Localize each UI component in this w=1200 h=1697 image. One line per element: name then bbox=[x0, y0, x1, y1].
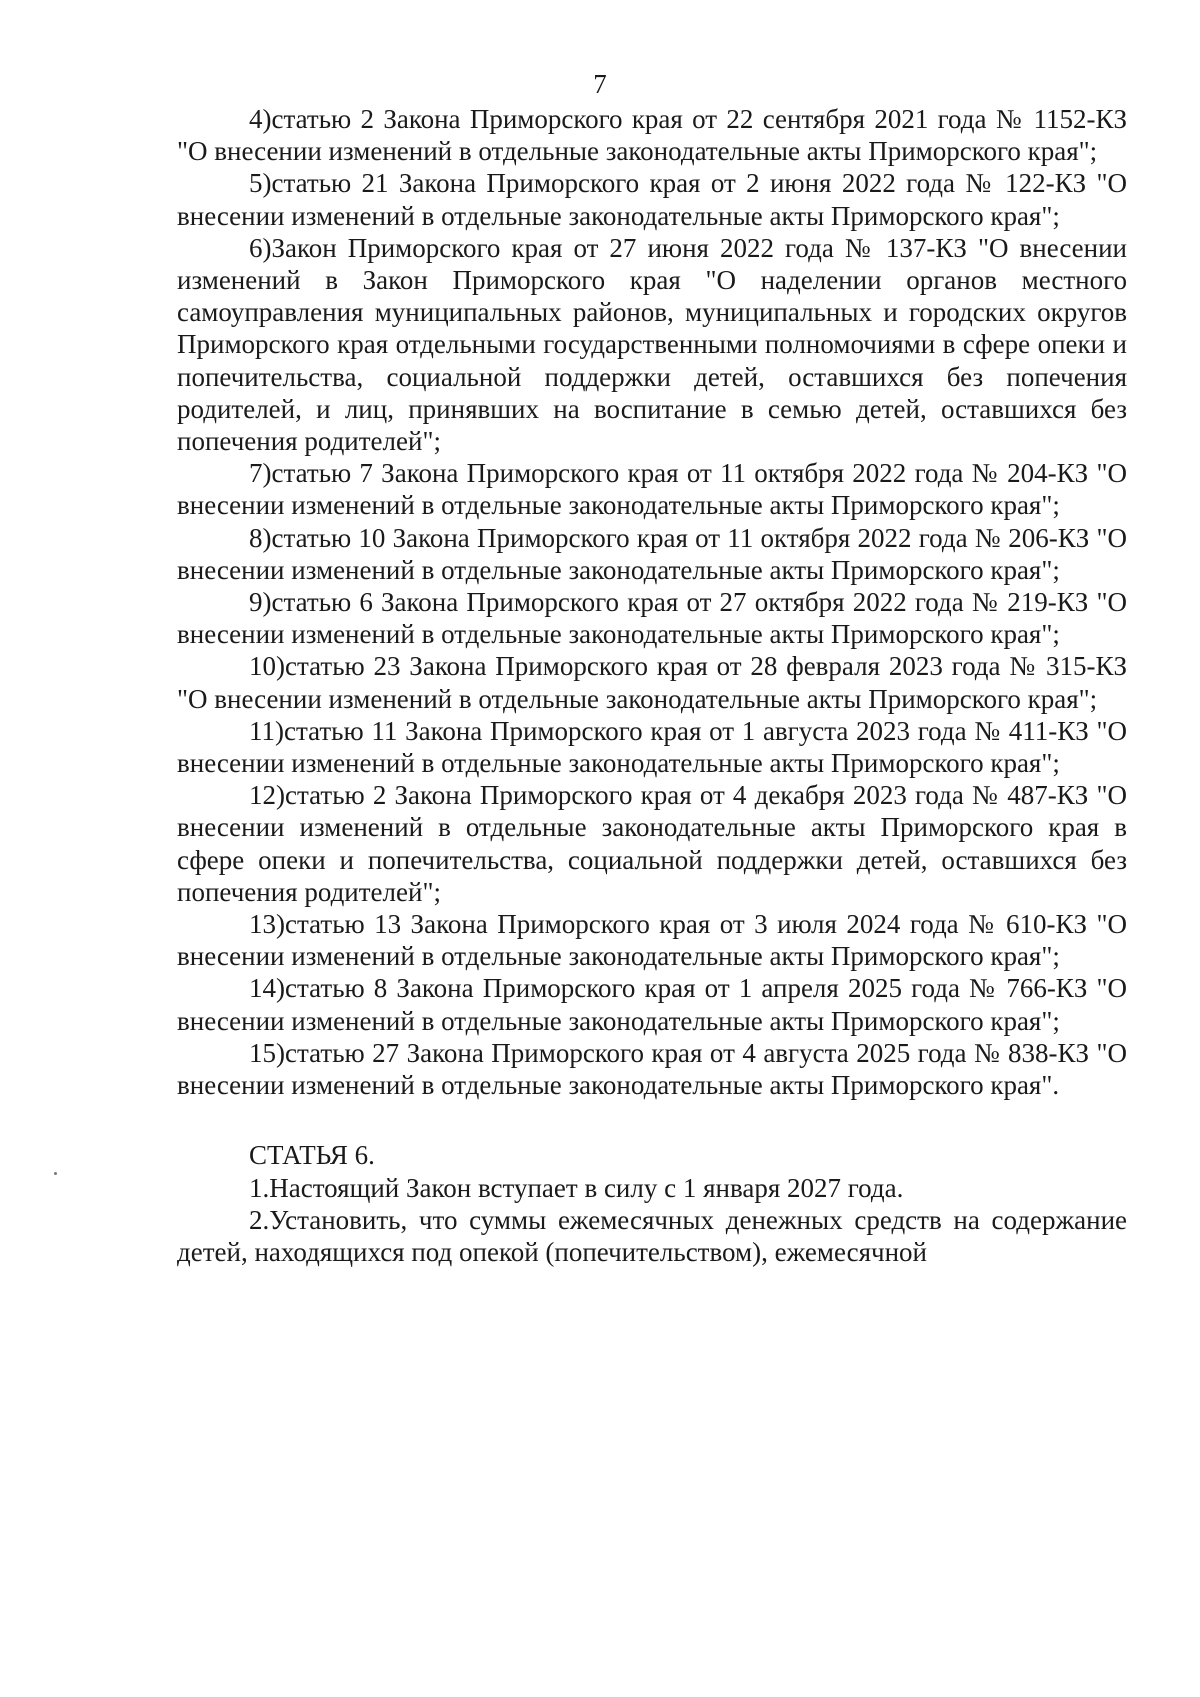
list-item: 12)статью 2 Закона Приморского края от 4 декабря 2023 года № 487-КЗ "О внесении изменений в отдельные законодательные акты Приморского края в сфере опеки и попечительства, социальной поддержки детей, оставшихся без попечения родителей"; bbox=[177, 780, 1127, 907]
list-item: 11)статью 11 Закона Приморского края от 1 августа 2023 года № 411-КЗ "О внесении изменений в отдельные законодательные акты Приморского края"; bbox=[177, 715, 1127, 779]
list-item: 15)статью 27 Закона Приморского края от 4 августа 2025 года № 838-КЗ "О внесении изменений в отдельные законодательные акты Приморского края". bbox=[177, 1037, 1127, 1101]
article-clause: 2.Установить, что суммы ежемесячных денежных средств на содержание детей, находящихся под опекой (попечительством), ежемесячной bbox=[177, 1204, 1127, 1267]
list-item: 7)статью 7 Закона Приморского края от 11 октября 2022 года № 204-КЗ "О внесении изменений в отдельные законодательные акты Приморского края"; bbox=[177, 458, 1127, 521]
article-clause: 1.Настоящий Закон вступает в силу с 1 января 2027 года. bbox=[249, 1172, 904, 1203]
list-item: 13)статью 13 Закона Приморского края от 3 июля 2024 года № 610-КЗ "О внесении изменений в отдельные законодательные акты Приморского края"; bbox=[177, 909, 1127, 972]
list-item: 6)Закон Приморского края от 27 июня 2022 года № 137-КЗ "О внесении изменений в Закон Приморского края "О наделении органов местного самоуправления муниципальных районов, муниципальных и городских округов Приморского края отдельными государственными полномочиями в сфере опеки и попечительства, социальной поддержки детей, оставшихся без попечения родителей, и лиц, принявших на воспитание в семью детей, оставшихся без попечения родителей"; bbox=[177, 232, 1127, 457]
list-item: 8)статью 10 Закона Приморского края от 11 октября 2022 года № 206-КЗ "О внесении изменений в отдельные законодательные акты Приморского края"; bbox=[177, 522, 1127, 585]
article-heading: СТАТЬЯ 6. bbox=[249, 1140, 375, 1171]
scan-speck bbox=[54, 1172, 57, 1175]
list-item: 4)статью 2 Закона Приморского края от 22 сентября 2021 года № 1152-КЗ "О внесении изменений в отдельные законодательные акты Приморского края"; bbox=[177, 104, 1127, 167]
document-body bbox=[177, 103, 1127, 1268]
page-number: 7 bbox=[593, 69, 607, 99]
list-item: 10)статью 23 Закона Приморского края от 28 февраля 2023 года № 315-КЗ "О внесении изменений в отдельные законодательные акты Приморского края"; bbox=[177, 651, 1127, 714]
section-spacer bbox=[177, 1101, 1127, 1139]
list-item: 14)статью 8 Закона Приморского края от 1 апреля 2025 года № 766-КЗ "О внесении изменений в отдельные законодательные акты Приморского края"; bbox=[177, 973, 1127, 1036]
list-item: 5)статью 21 Закона Приморского края от 2 июня 2022 года № 122-КЗ "О внесении изменений в отдельные законодательные акты Приморского края"; bbox=[177, 168, 1127, 231]
list-item: 9)статью 6 Закона Приморского края от 27 октября 2022 года № 219-КЗ "О внесении изменений в отдельные законодательные акты Приморского края"; bbox=[177, 587, 1127, 650]
